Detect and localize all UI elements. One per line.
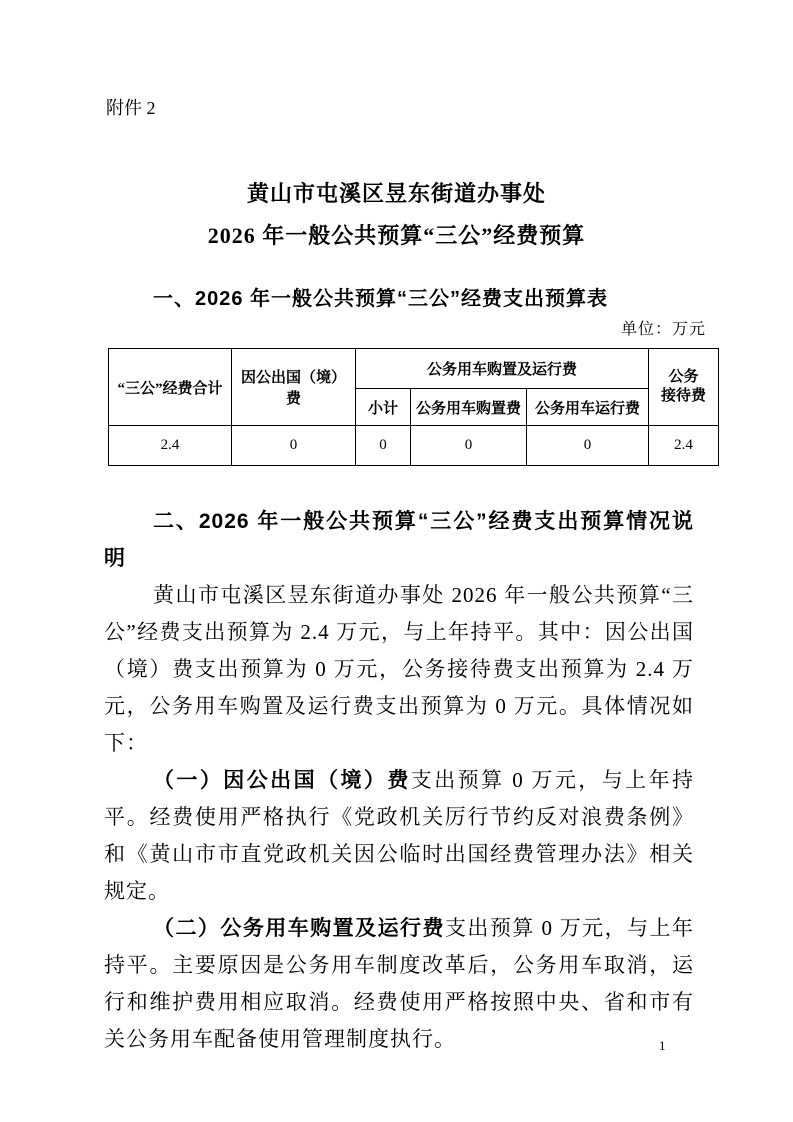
- table-header-total: “三公”经费合计: [109, 349, 232, 426]
- value-vehicle-operation: 0: [527, 426, 649, 466]
- table-header-abroad: 因公出国（境）费: [232, 349, 356, 426]
- attachment-label: 附件 2: [106, 98, 156, 118]
- section-2-heading: 二、2026 年一般公共预算“三公”经费支出预算情况说明: [104, 510, 694, 570]
- table-header-vehicle-subtotal: 小计: [356, 389, 411, 426]
- section-2-paragraph-1: 黄山市屯溪区昱东街道办事处 2026 年一般公共预算“三公”经费支出预算为 2.4 万元，与上年持平。其中：因公出国（境）费支出预算为 0 万元，公务接待费支出预算为 2.4 万元，公务用车购置及运行费支出预算为 0 万元。具体情况如下：: [104, 583, 694, 755]
- value-total: 2.4: [109, 426, 232, 466]
- table-header-vehicle-group: 公务用车购置及运行费: [356, 349, 649, 389]
- title-line-2: 2026 年一般公共预算“三公”经费预算: [207, 223, 586, 248]
- section-2-item-1: [104, 762, 694, 910]
- item-1-text: 支出预算 0 万元，与上年持平。经费使用严格执行《党政机关厉行节约反对浪费条例》和《黄山市市直党政机关因公临时出国经费管理办法》相关规定。: [104, 768, 695, 903]
- item-1-lead: （一）因公出国（境）费: [153, 768, 411, 792]
- value-abroad: 0: [232, 426, 356, 466]
- value-vehicle-purchase: 0: [411, 426, 527, 466]
- title-line-1: 黄山市屯溪区昱东街道办事处: [246, 181, 546, 206]
- table-data-row: [109, 426, 719, 466]
- table-header-vehicle-purchase: 公务用车购置费: [411, 389, 527, 426]
- page-number: 1: [659, 1038, 666, 1053]
- section-1-heading: 一、2026 年一般公共预算“三公”经费支出预算表: [153, 288, 609, 310]
- document-title: [0, 173, 793, 257]
- table-header-reception-line1: 公务: [668, 369, 699, 385]
- value-vehicle-subtotal: 0: [356, 426, 411, 466]
- section-2-item-2: [104, 910, 694, 1058]
- unit-note: 单位：万元: [620, 321, 706, 338]
- table-header-vehicle-operation: 公务用车运行费: [527, 389, 649, 426]
- item-2-text: 支出预算 0 万元，与上年持平。主要原因是公务用车制度改革后，公务用车取消，运行和维护费用相应取消。经费使用严格按照中央、省和市有关公务用车配备使用管理制度执行。: [104, 916, 695, 1051]
- section-2: [104, 503, 694, 1058]
- value-reception: 2.4: [649, 426, 719, 466]
- item-2-lead: （二）公务用车购置及运行费: [153, 916, 445, 940]
- budget-table: [108, 348, 719, 466]
- table-header-reception-line2: 接待费: [660, 388, 706, 404]
- table-header-reception: [649, 349, 719, 426]
